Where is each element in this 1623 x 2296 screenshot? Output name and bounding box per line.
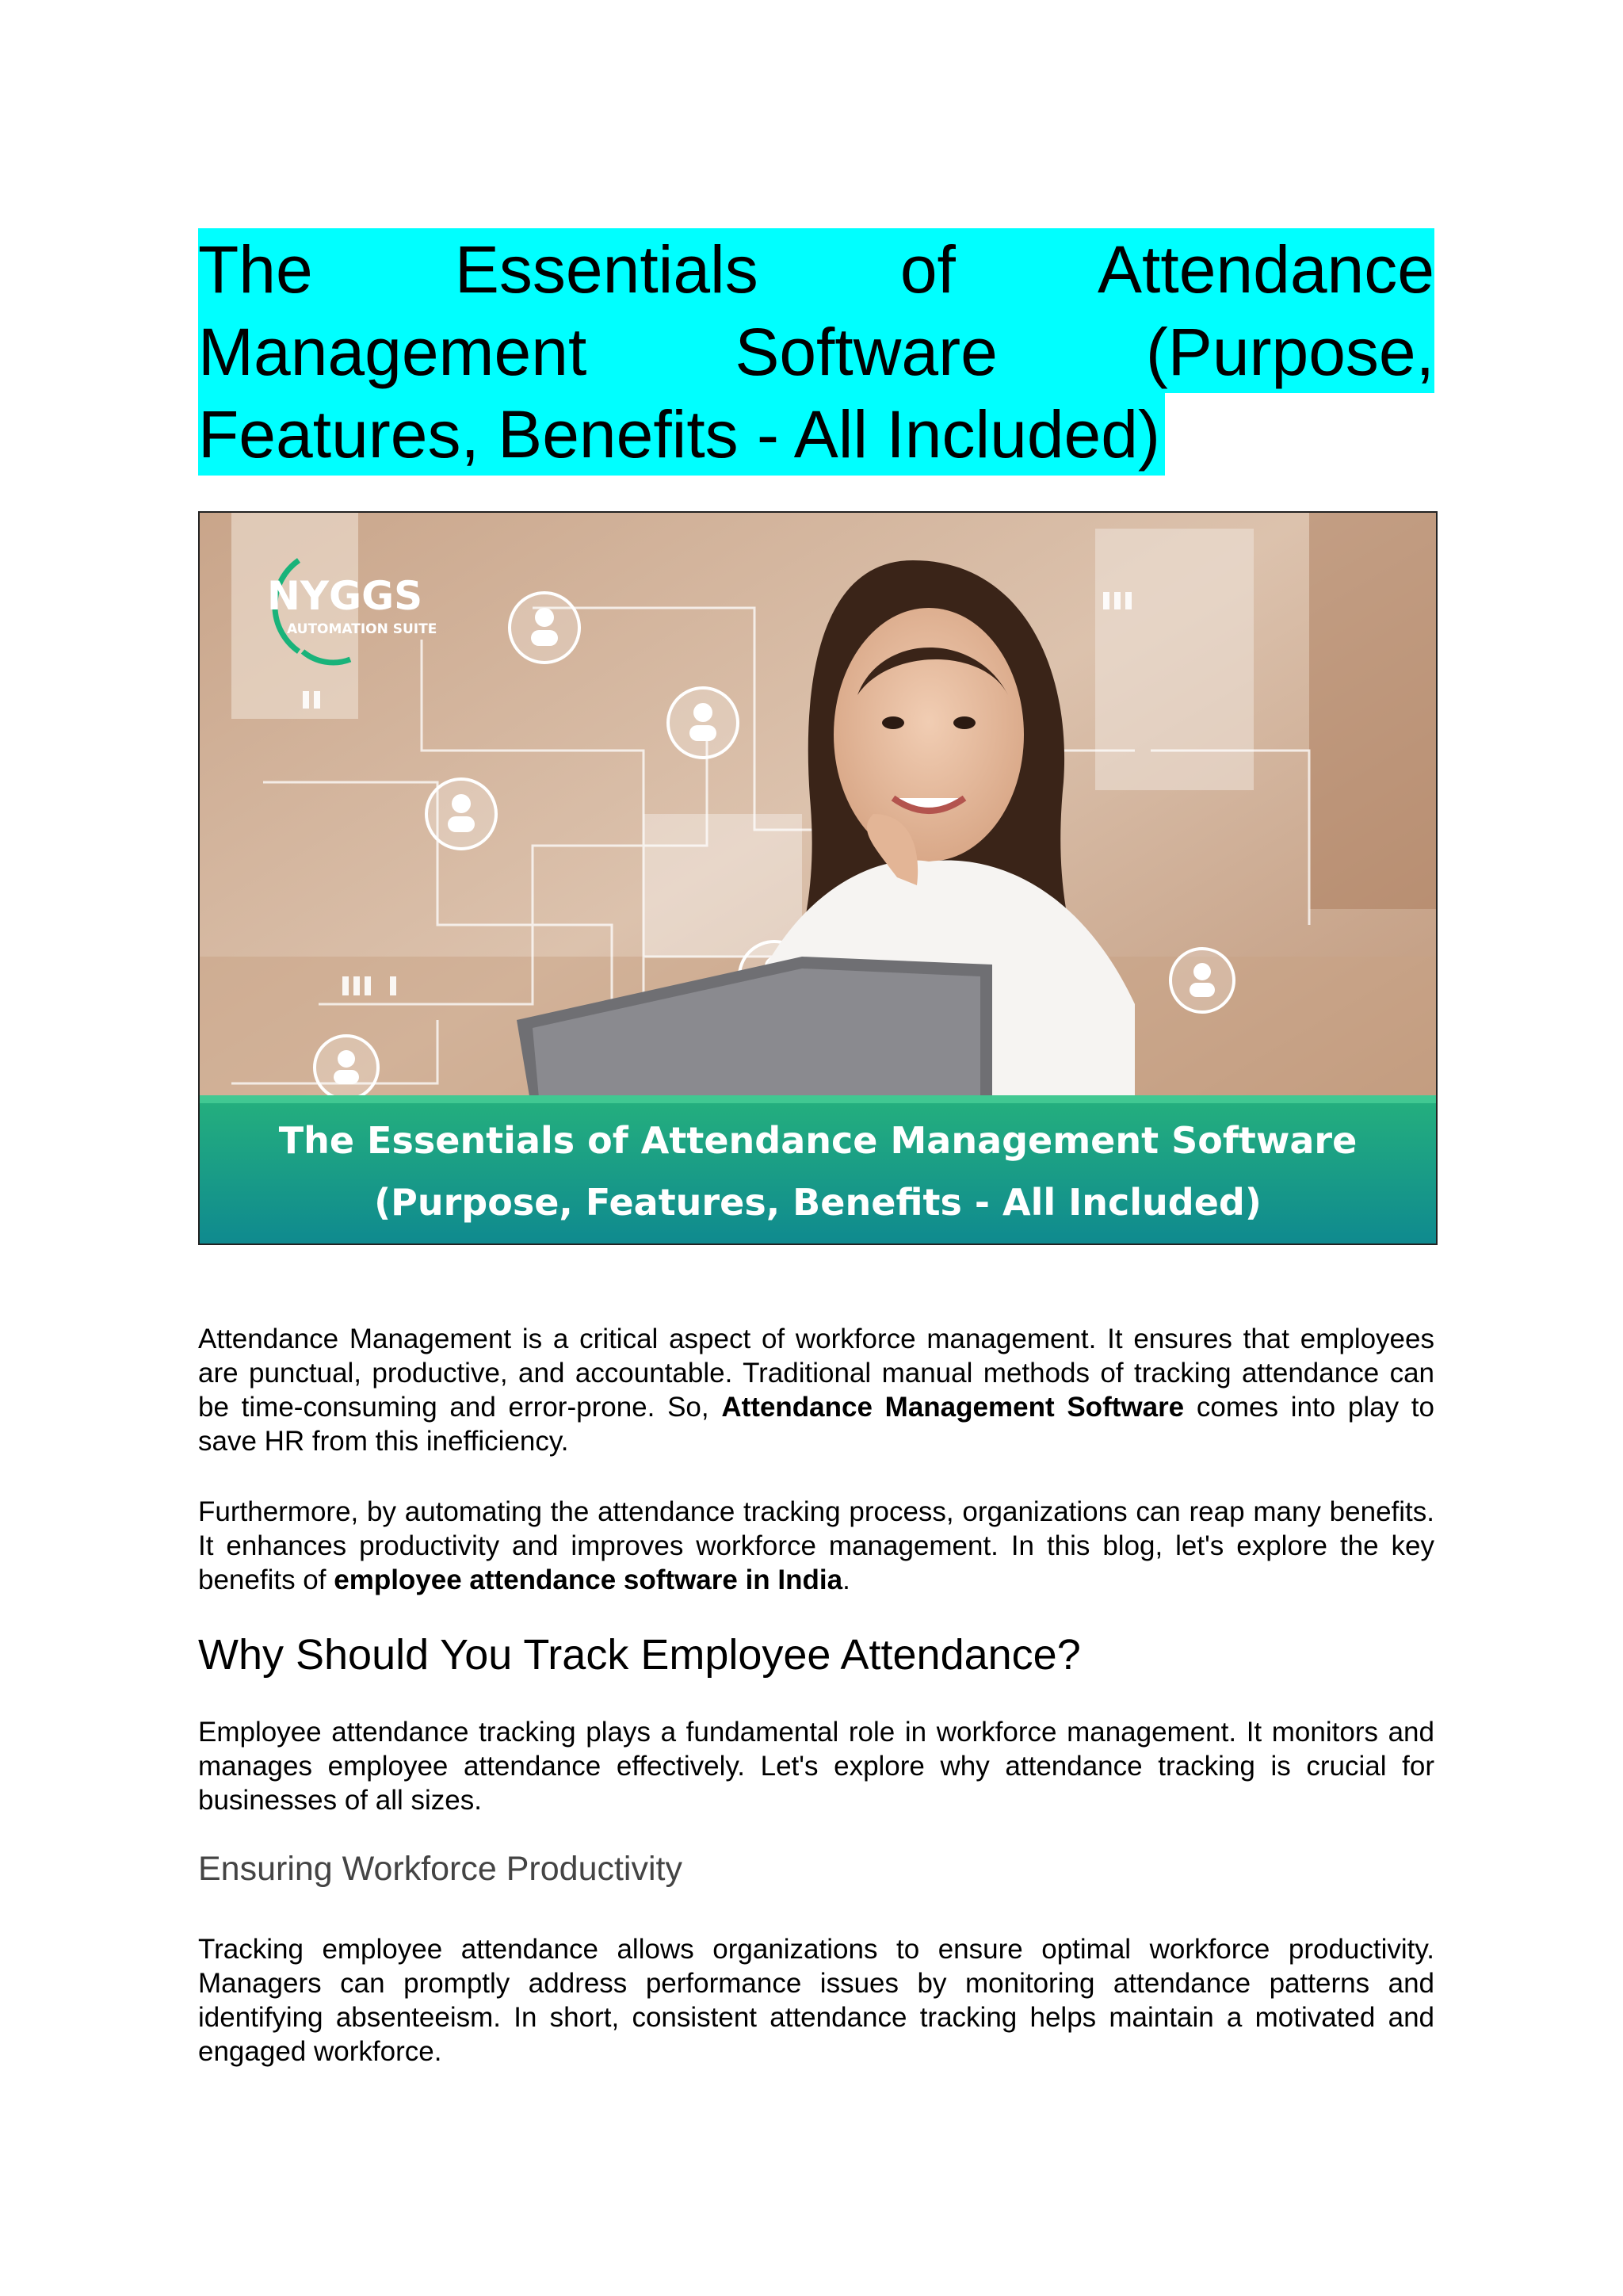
title-word: The [198,232,313,307]
paragraph-benefits: Furthermore, by automating the attendance tracking process, organizations can reap many benefits. It enhances productivity and improves workforce management. In this blog, let's explore the key benefits of employee attendance software in India. [198,1496,1434,1595]
title-line-3 [198,393,1434,476]
title-line-2 [198,311,1434,393]
title-word: Attendance [1097,232,1434,307]
title-word: (Purpose, [1145,315,1434,389]
paragraph-intro: Attendance Management is a critical aspect of workforce management. It ensures that employees are punctual, productive, and accountable. Traditional manual methods of tracking attendance can be time-consuming and error-prone. So, Attendance Management Software comes into play to save HR from this inefficiency. [198,1324,1434,1457]
subsection-heading: Ensuring Workforce Productivity [198,1850,682,1888]
logo-main: NYGGS [267,573,423,619]
title-word: of [899,232,956,307]
hero-image [198,511,1438,1245]
banner-line-1: The Essentials of Attendance Management Software [278,1119,1358,1162]
paragraph-productivity: Tracking employee attendance allows organizations to ensure optimal workforce productivity. Managers can promptly address performance issues by monitoring attendance patterns and identifying absenteeism. In short, consistent attendance tracking helps maintain a motivated and engaged workforce. [198,1934,1434,2067]
title-word: Software [735,315,998,389]
bold-keyword: Attendance Management Software [721,1392,1185,1423]
title-line-1 [198,228,1434,311]
article-title [198,228,1434,476]
logo-sub: AUTOMATION SUITE [287,621,437,637]
section-heading: Why Should You Track Employee Attendance? [198,1631,1081,1679]
paragraph-why: Employee attendance tracking plays a fundamental role in workforce management. It monitors and manages employee attendance effectively. Let's explore why attendance tracking is crucial for businesses of all sizes. [198,1717,1434,1816]
title-word: Essentials [454,232,758,307]
article [198,228,1434,2067]
bold-keyword: employee attendance software in India [334,1564,843,1595]
title-word: Features, Benefits - All Included) [198,393,1165,476]
banner-line-2: (Purpose, Features, Benefits - All Included) [374,1181,1262,1224]
title-word: Management [198,315,587,389]
